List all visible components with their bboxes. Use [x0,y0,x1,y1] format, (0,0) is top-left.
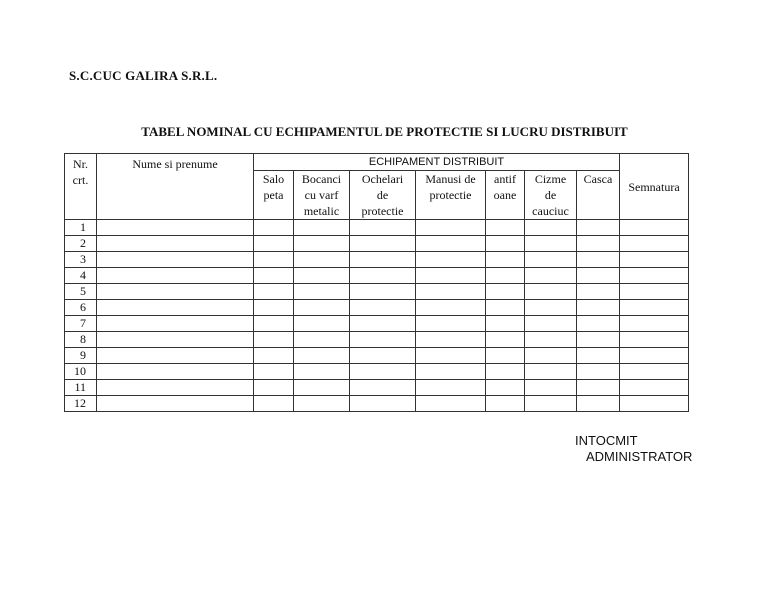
header-equipment-7 [577,171,620,220]
table-row [65,300,689,316]
equipment-cell[interactable] [416,364,486,380]
equipment-cell[interactable] [486,300,525,316]
name-cell[interactable] [97,268,254,284]
equipment-cell[interactable] [486,252,525,268]
header-equipment-line: Bocanci [301,172,342,186]
header-equipment-line: Ochelari [361,172,404,186]
equipment-cell[interactable] [294,252,350,268]
equipment-cell[interactable] [254,380,294,396]
header-equipment-line: metalic [303,204,340,218]
header-equipment-6 [525,171,577,220]
signature-cell[interactable] [620,380,689,396]
header-equipment-group: ECHIPAMENT DISTRIBUIT [254,154,620,171]
equipment-cell[interactable] [294,220,350,236]
header-equipment-3 [350,171,416,220]
signature-cell[interactable] [620,300,689,316]
signature-block [575,433,692,465]
equipment-cell[interactable] [350,268,416,284]
table-row [65,220,689,236]
header-equipment-5 [486,171,525,220]
equipment-cell[interactable] [525,364,577,380]
signature-cell[interactable] [620,236,689,252]
equipment-cell[interactable] [577,348,620,364]
signature-cell[interactable] [620,284,689,300]
equipment-cell[interactable] [525,300,577,316]
table-row [65,332,689,348]
row-number: 12 [65,396,97,412]
table-row [65,396,689,412]
equipment-cell[interactable] [254,316,294,332]
equipment-cell[interactable] [416,316,486,332]
name-cell[interactable] [97,252,254,268]
equipment-cell[interactable] [294,396,350,412]
equipment-cell[interactable] [525,316,577,332]
equipment-cell[interactable] [525,348,577,364]
equipment-cell[interactable] [486,364,525,380]
header-crt-line: crt. [72,173,89,187]
equipment-cell[interactable] [525,284,577,300]
equipment-cell[interactable] [350,300,416,316]
equipment-cell[interactable] [486,220,525,236]
table-row [65,316,689,332]
equipment-cell[interactable] [577,396,620,412]
name-cell[interactable] [97,364,254,380]
equipment-cell[interactable] [577,252,620,268]
equipment-cell[interactable] [350,284,416,300]
equipment-cell[interactable] [486,236,525,252]
equipment-cell[interactable] [416,268,486,284]
signature-cell[interactable] [620,332,689,348]
header-equipment-line: cu varf [304,188,339,202]
header-equipment-line: protectie [429,188,472,202]
equipment-cell[interactable] [486,268,525,284]
equipment-cell[interactable] [416,332,486,348]
equipment-cell[interactable] [254,332,294,348]
equipment-cell[interactable] [294,332,350,348]
row-number: 6 [65,300,97,316]
equipment-cell[interactable] [525,396,577,412]
name-cell[interactable] [97,236,254,252]
row-number: 5 [65,284,97,300]
table-row [65,364,689,380]
equipment-cell[interactable] [486,380,525,396]
equipment-cell[interactable] [350,316,416,332]
signature-cell[interactable] [620,268,689,284]
table-row [65,252,689,268]
equipment-cell[interactable] [577,332,620,348]
table-row [65,268,689,284]
header-equipment-line: Manusi de [425,172,476,186]
equipment-cell[interactable] [294,300,350,316]
header-signature: Semnatura [620,154,689,220]
row-number: 9 [65,348,97,364]
header-equipment-line: antif [494,172,516,186]
equipment-cell[interactable] [350,220,416,236]
row-number: 8 [65,332,97,348]
equipment-cell[interactable] [486,348,525,364]
table-row [65,236,689,252]
equipment-cell[interactable] [486,332,525,348]
equipment-cell[interactable] [416,348,486,364]
equipment-cell[interactable] [525,332,577,348]
equipment-cell[interactable] [350,252,416,268]
row-number: 3 [65,252,97,268]
header-equipment-line: peta [263,188,284,202]
equipment-table [64,153,689,412]
prepared-by-label: INTOCMIT [575,433,638,448]
header-equipment-line: cauciuc [532,204,569,218]
equipment-cell[interactable] [416,396,486,412]
equipment-cell[interactable] [294,380,350,396]
signature-cell[interactable] [620,396,689,412]
header-nr-line: Nr. [73,157,88,171]
row-number: 2 [65,236,97,252]
header-equipment-1 [254,171,294,220]
equipment-cell[interactable] [350,396,416,412]
equipment-cell[interactable] [577,316,620,332]
equipment-cell[interactable] [254,220,294,236]
equipment-cell[interactable] [254,236,294,252]
equipment-cell[interactable] [416,252,486,268]
equipment-cell[interactable] [294,284,350,300]
equipment-cell[interactable] [254,396,294,412]
signature-cell[interactable] [620,364,689,380]
equipment-cell[interactable] [350,380,416,396]
equipment-cell[interactable] [577,380,620,396]
header-equipment-4 [416,171,486,220]
table-row [65,380,689,396]
equipment-cell[interactable] [294,268,350,284]
header-equipment-line: protectie [361,204,404,218]
equipment-cell[interactable] [486,396,525,412]
equipment-cell[interactable] [350,348,416,364]
equipment-cell[interactable] [525,236,577,252]
name-cell[interactable] [97,300,254,316]
document-title [0,124,768,140]
signature-cell[interactable] [620,220,689,236]
row-number: 4 [65,268,97,284]
name-cell[interactable] [97,332,254,348]
equipment-cell[interactable] [416,380,486,396]
equipment-cell[interactable] [416,300,486,316]
row-number: 7 [65,316,97,332]
equipment-cell[interactable] [486,316,525,332]
equipment-cell[interactable] [294,236,350,252]
equipment-cell[interactable] [350,236,416,252]
equipment-cell[interactable] [577,300,620,316]
signature-cell[interactable] [620,316,689,332]
equipment-cell[interactable] [577,220,620,236]
row-number: 11 [65,380,97,396]
equipment-cell[interactable] [416,220,486,236]
header-equipment-line: Salo [262,172,285,186]
equipment-cell[interactable] [350,364,416,380]
table-row [65,284,689,300]
equipment-cell[interactable] [254,252,294,268]
header-equipment-2 [294,171,350,220]
equipment-cell[interactable] [294,348,350,364]
header-equipment-line: Cizme [534,172,567,186]
administrator-label: ADMINISTRATOR [586,449,693,464]
equipment-cell[interactable] [254,348,294,364]
document-title-text: TABEL NOMINAL CU ECHIPAMENTUL DE PROTECTIE SI LUCRU DISTRIBUIT [141,124,628,139]
row-number: 10 [65,364,97,380]
equipment-cell[interactable] [577,284,620,300]
equipment-cell[interactable] [486,284,525,300]
equipment-cell[interactable] [416,284,486,300]
equipment-cell[interactable] [577,364,620,380]
header-equipment-line: oane [493,188,517,202]
equipment-cell[interactable] [254,300,294,316]
equipment-cell[interactable] [294,316,350,332]
header-name-text: Nume si prenume [132,157,218,171]
equipment-cell[interactable] [350,332,416,348]
header-equipment-line: de [544,188,557,202]
equipment-cell[interactable] [416,236,486,252]
name-cell[interactable] [97,220,254,236]
header-nr-crt [65,154,97,220]
name-cell[interactable] [97,380,254,396]
equipment-cell[interactable] [525,380,577,396]
row-number: 1 [65,220,97,236]
equipment-cell[interactable] [254,284,294,300]
equipment-cell[interactable] [254,364,294,380]
signature-cell[interactable] [620,348,689,364]
name-cell[interactable] [97,284,254,300]
header-equipment-line: Casca [583,172,613,186]
equipment-cell[interactable] [254,268,294,284]
equipment-cell[interactable] [294,364,350,380]
header-name [97,154,254,220]
equipment-cell[interactable] [525,252,577,268]
table-row [65,348,689,364]
name-cell[interactable] [97,316,254,332]
name-cell[interactable] [97,348,254,364]
name-cell[interactable] [97,396,254,412]
equipment-cell[interactable] [577,268,620,284]
equipment-cell[interactable] [525,220,577,236]
signature-cell[interactable] [620,252,689,268]
header-equipment-line: de [376,188,389,202]
equipment-cell[interactable] [525,268,577,284]
equipment-cell[interactable] [577,236,620,252]
company-name: S.C.CUC GALIRA S.R.L. [69,68,218,83]
